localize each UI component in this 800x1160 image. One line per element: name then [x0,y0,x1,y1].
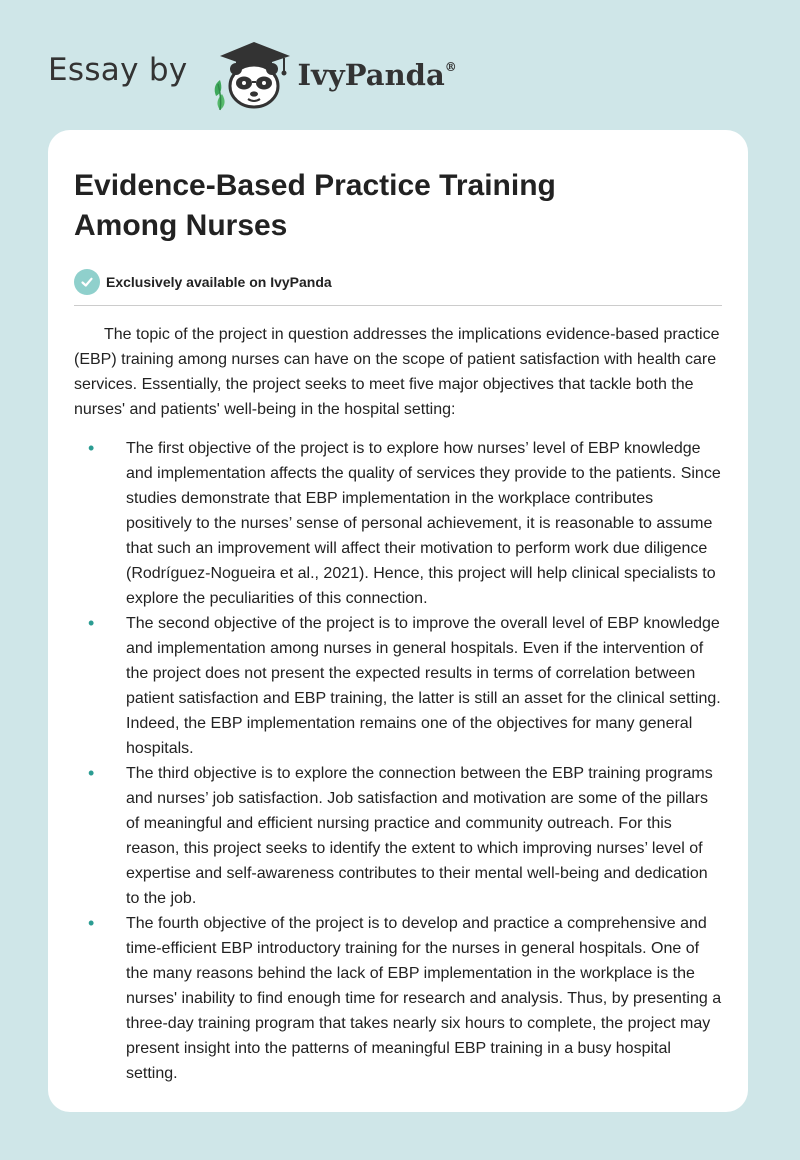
bullet-icon: • [88,763,95,783]
intro-paragraph: The topic of the project in question addresses the implications evidence-based practice (EBP) training among nurses can have on the scope of patient satisfaction with health care services. Essentially, the project seeks to meet five major objectives that tackle both the nurses' and patients' well-being in the hospital setting: [74,326,720,418]
list-item [74,611,722,761]
site-header [48,34,457,114]
list-item [74,436,722,611]
list-item [74,761,722,911]
bullet-icon: • [88,913,95,933]
brand-name[interactable]: IvyPanda® [297,58,457,92]
page-title: Evidence-Based Practice Training Among Nurses [74,169,556,242]
list-item-text: The fourth objective of the project is to develop and practice a comprehensive and time-efficient EBP introductory training for the nurses in general hospitals. One of the many reasons behind the lack of EBP implementation in the workplace is the nurses' inability to find enough time for research and analysis. Thus, by presenting a three-day training program that takes nearly six hours to complete, the project may present insight into the patterns of meaningful EBP training in a busy hospital setting. [126,915,722,1082]
objectives-list [74,436,722,1086]
list-item-text: The first objective of the project is to explore how nurses’ level of EBP knowledge and implementation affects the quality of services they provide to the patients. Since studies demonstrate that EBP implementation in the workplace contributes positively to the nurses’ sense of personal achievement, it is reasonable to assume that such an improvement will affect their motivation to perform work due diligence (Rodríguez-Nogueira et al., 2021). Hence, this project will help clinical specialists to explore the peculiarities of this connection. [126,440,721,607]
divider [74,305,722,306]
bullet-icon: • [88,613,95,633]
ivypanda-logo-icon[interactable] [206,36,296,112]
article-card [48,130,748,1112]
essay-by-label: Essay by [48,52,188,88]
bullet-icon: • [88,438,95,458]
list-item-text: The second objective of the project is to improve the overall level of EBP knowledge and implementation among nurses in general hospitals. Even if the intervention of the project does not present the expected results in terms of correlation between patient satisfaction and EBP training, the latter is still an asset for the clinical setting. Indeed, the EBP implementation remains one of the objectives for many general hospitals. [126,615,721,757]
registered-mark: ® [444,60,457,74]
check-circle-icon [74,269,100,295]
list-item [74,911,722,1086]
list-item-text: The third objective is to explore the connection between the EBP training programs and nurses’ job satisfaction. Job satisfaction and motivation are some of the pillars of meaningful and efficient nursing practice and community outreach. For this reason, this project seeks to identify the extent to which improving nurses’ level of expertise and self-awareness contributes to their mental well-being and dedication to the job. [126,765,713,907]
exclusive-badge-label: Exclusively available on IvyPanda [106,274,332,290]
exclusive-badge [74,268,722,296]
